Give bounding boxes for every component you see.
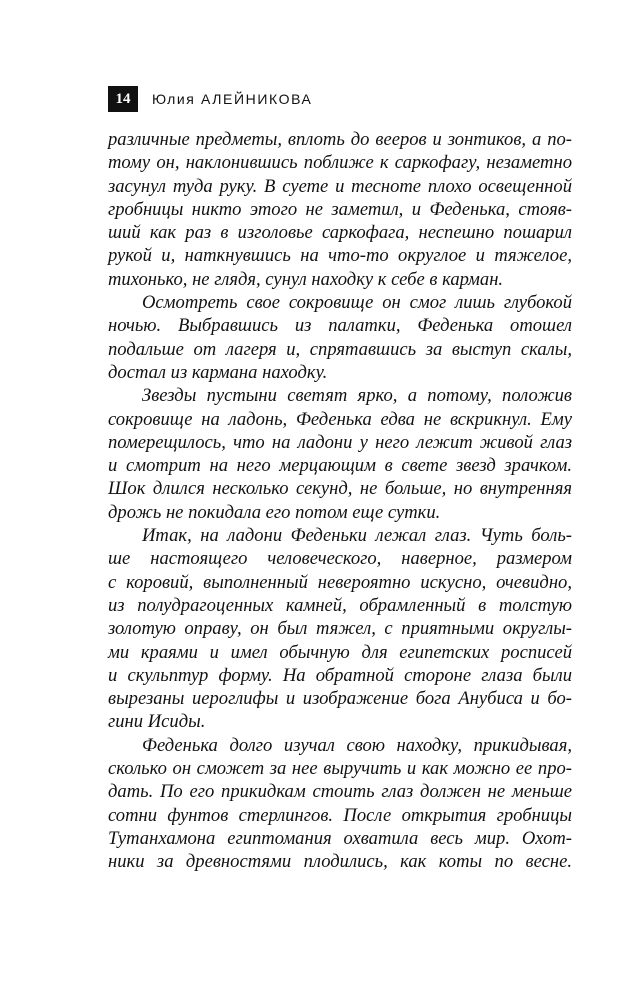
- text-line: тихонько, не глядя, сунул находку к себе в карман.: [108, 268, 504, 290]
- text-line: Феденька долго изучал свою находку, прикидывая,: [142, 734, 572, 756]
- text-line: Шок длился несколько секунд, не больше, но внутренняя: [108, 478, 572, 500]
- text-line: гробницы никто этого не заметил, и Феденька, стояв-: [108, 198, 572, 220]
- text-line: и скульптур форму. На обратной стороне глаза были: [108, 664, 572, 686]
- text-line: гини Исиды.: [108, 711, 206, 733]
- text-line: ми краями и имел обычную для египетских росписей: [108, 641, 572, 663]
- text-line: сокровище на ладонь, Феденька едва не вскрикнул. Ему: [108, 408, 572, 430]
- text-line: Осмотреть свое сокровище он смог лишь глубокой: [142, 292, 572, 314]
- text-line: Итак, на ладони Феденьки лежал глаз. Чуть боль-: [142, 525, 572, 547]
- text-line: золотую оправу, он был тяжел, с приятными округлы-: [108, 618, 572, 640]
- text-line: Тутанхамона египтомания охватила весь мир. Охот-: [108, 827, 572, 849]
- text-line: достал из кармана находку.: [108, 361, 328, 383]
- text-line: засунул туда руку. В суете и тесноте плохо освещенной: [108, 175, 572, 197]
- text-line: различные предметы, вплоть до вееров и зонтиков, а по-: [108, 129, 572, 150]
- text-line: ший как раз в изголовье саркофага, неспешно пошарил: [108, 222, 572, 244]
- text-line: с коровий, выполненный невероятно искусно, очевидно,: [108, 571, 572, 593]
- text-line: ники за древностями плодились, как коты по весне.: [108, 851, 572, 873]
- text-line: померещилось, что на ладони у него лежит живой глаз: [108, 431, 572, 453]
- text-line: ночью. Выбравшись из палатки, Феденька отошел: [108, 315, 572, 337]
- text-line: подальше от лагеря и, спрятавшись за выступ скалы,: [108, 338, 572, 360]
- page-number: 14: [108, 86, 138, 112]
- text-line: сотни фунтов стерлингов. После открытия гробницы: [108, 804, 572, 826]
- text-line: сколько он сможет за нее выручить и как можно ее про-: [108, 758, 572, 780]
- text-line: рукой и, наткнувшись на что-то округлое и тяжелое,: [108, 245, 572, 267]
- running-head: Юлия АЛЕЙНИКОВА: [152, 91, 313, 107]
- text-line: из полудрагоценных камней, обрамленный в толстую: [108, 594, 572, 616]
- text-line: ше настоящего человеческого, наверное, размером: [108, 548, 572, 570]
- text-line: и смотрит на него мерцающим в свете звезд зрачком.: [108, 455, 572, 477]
- text-line: дрожь не покидала его потом еще сутки.: [108, 501, 441, 523]
- body-text: [108, 128, 572, 874]
- page-header: [108, 86, 312, 112]
- text-line: Звезды пустыни светят ярко, а потому, положив: [142, 385, 572, 407]
- text-line: вырезаны иероглифы и изображение бога Анубиса и бо-: [108, 688, 572, 710]
- text-line: тому он, наклонившись поближе к саркофагу, незаметно: [108, 152, 572, 174]
- text-line: дать. По его прикидкам стоить глаз должен не меньше: [108, 781, 572, 803]
